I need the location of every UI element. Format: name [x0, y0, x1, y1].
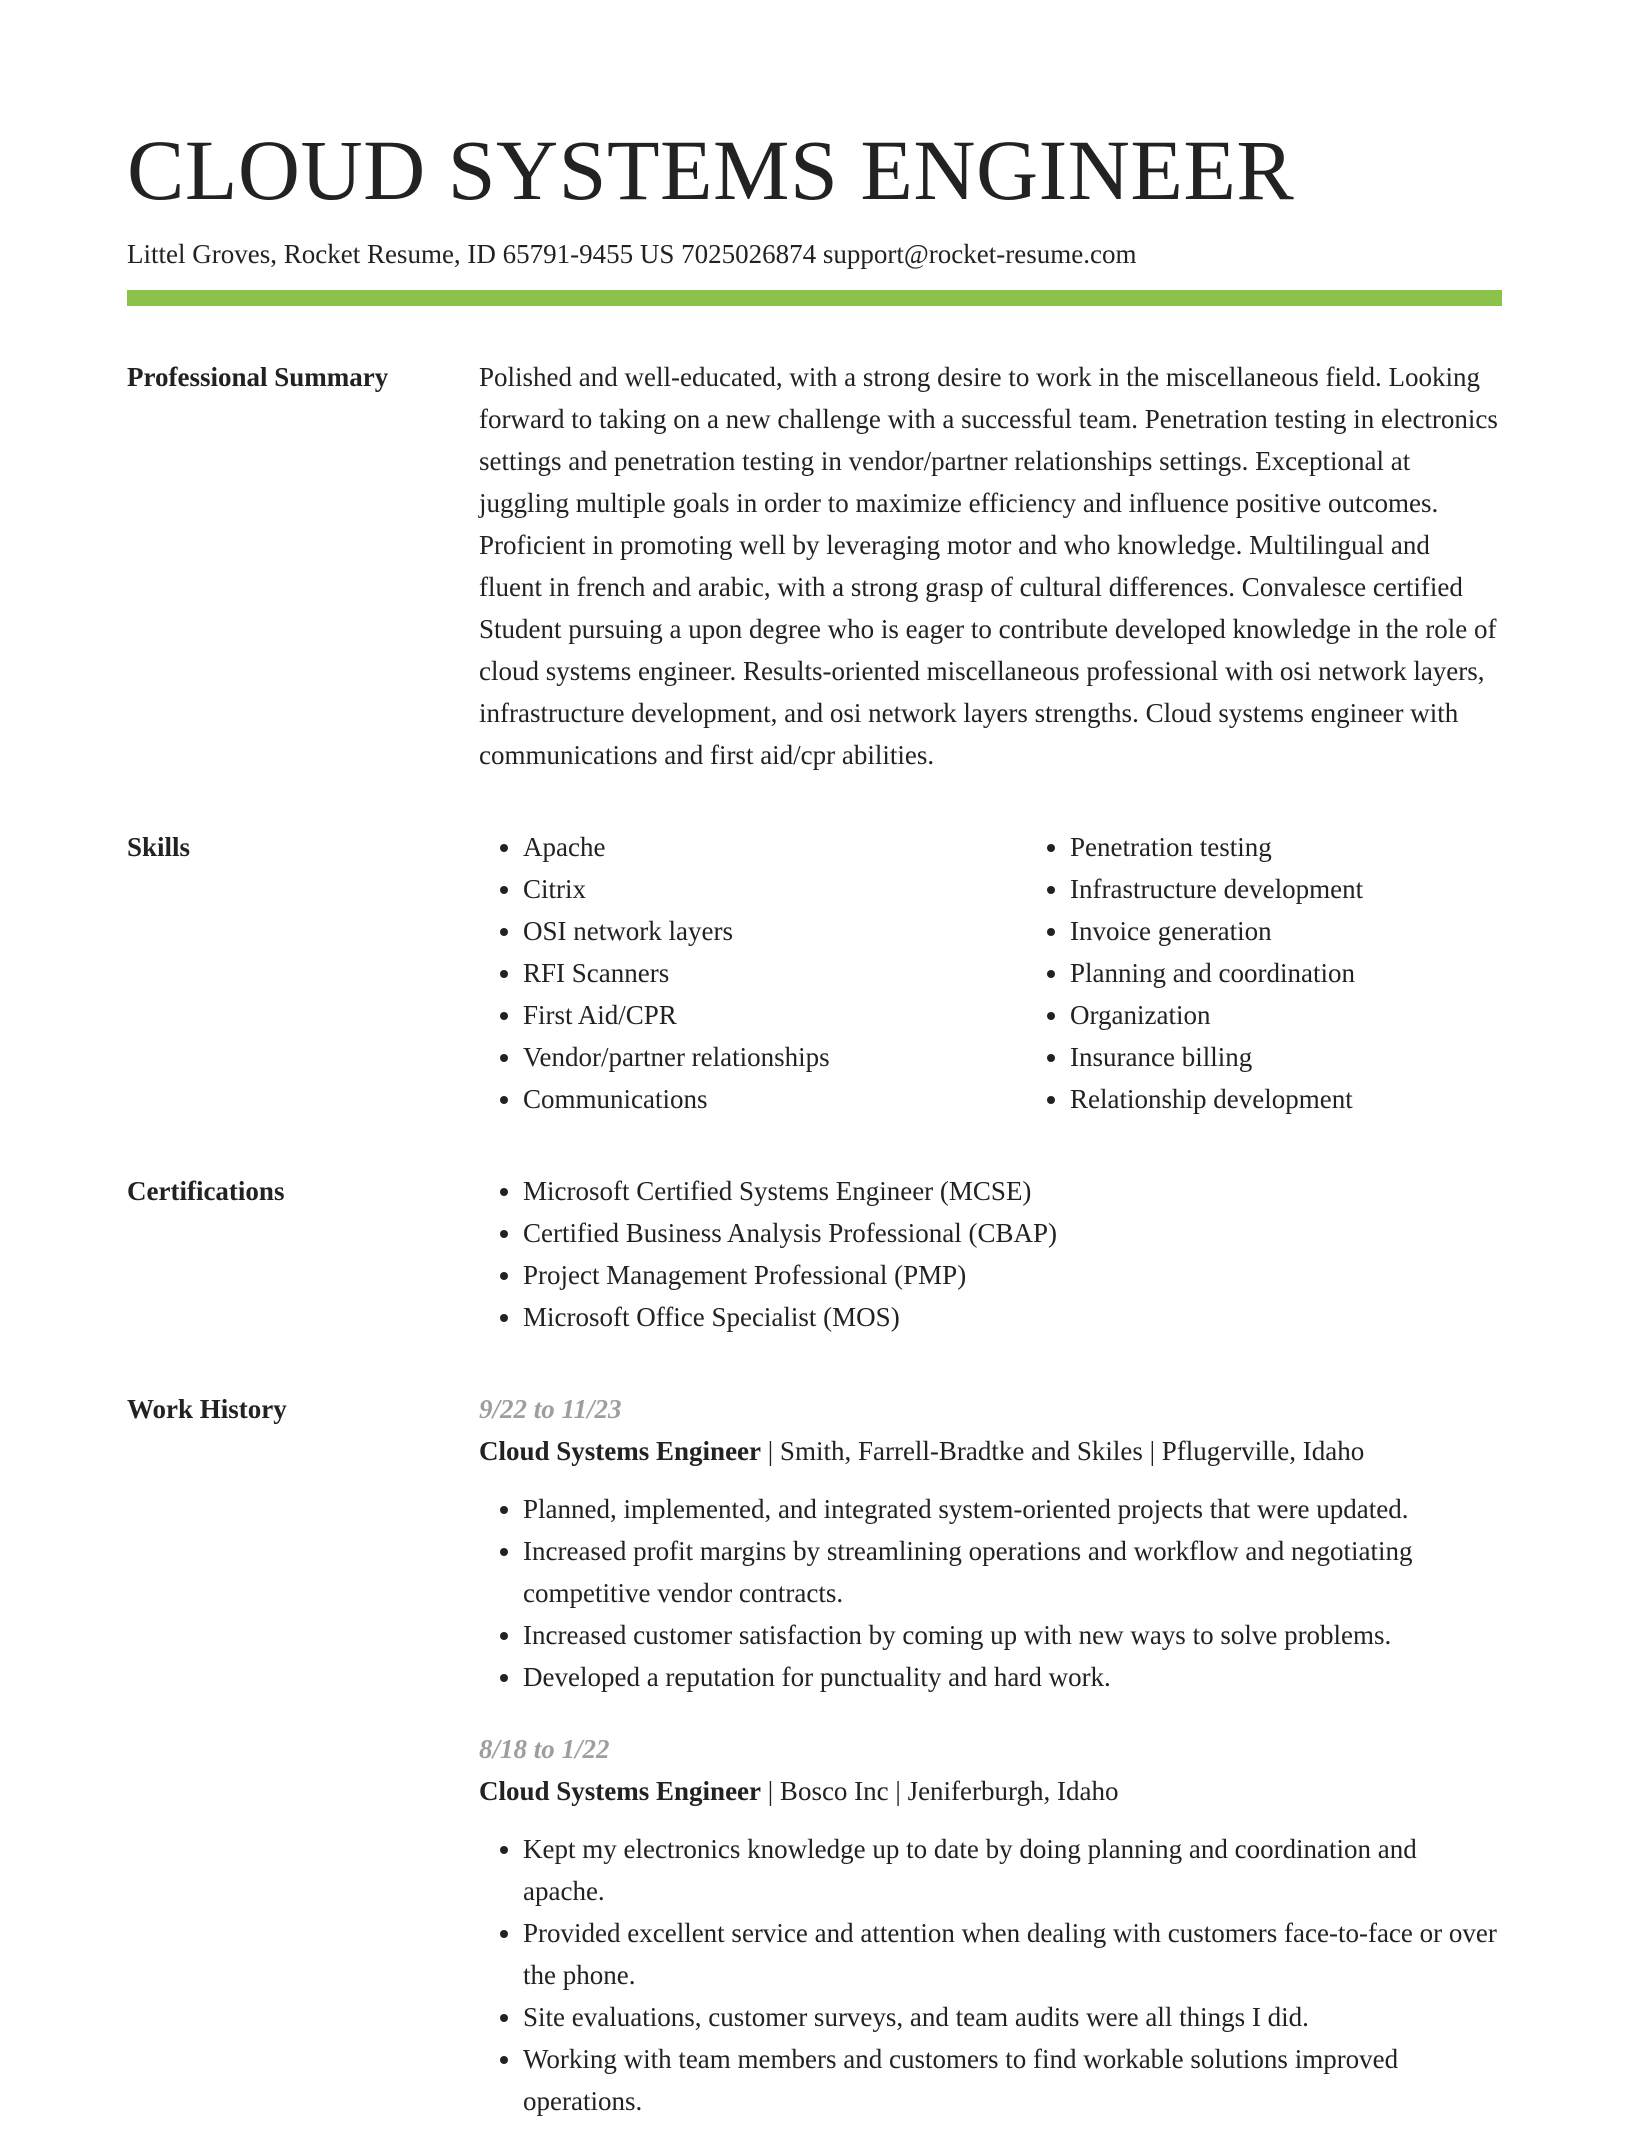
job-entry — [479, 1728, 1502, 2122]
job-bullet: • Site evaluations, customer surveys, and team audits were all things I did. — [523, 1996, 1502, 2038]
certifications-section — [127, 1170, 1502, 1338]
job-header — [479, 1430, 1502, 1472]
skill-item: • Insurance billing — [1070, 1036, 1573, 1078]
certification-item: • Microsoft Office Specialist (MOS) — [523, 1296, 1502, 1338]
certification-item: • Project Management Professional (PMP) — [523, 1254, 1502, 1296]
skill-item: • Planning and coordination — [1070, 952, 1573, 994]
job-bullet: • Planned, implemented, and integrated system-oriented projects that were updated. — [523, 1488, 1502, 1530]
job-bullet: • Working with team members and customers to find workable solutions improved operations. — [523, 2038, 1502, 2122]
job-dates: 8/18 to 1/22 — [479, 1734, 610, 1764]
resume-page — [127, 118, 1502, 2152]
certification-item: • Microsoft Certified Systems Engineer (MCSE) — [523, 1170, 1502, 1212]
skill-item: • Relationship development — [1070, 1078, 1573, 1120]
certifications-list — [479, 1170, 1502, 1338]
job-header — [479, 1770, 1502, 1812]
job-bullet: • Kept my electronics knowledge up to date by doing planning and coordination and apache. — [523, 1828, 1502, 1912]
certifications-heading: Certifications — [127, 1176, 285, 1206]
skill-item: • First Aid/CPR — [523, 994, 1026, 1036]
certification-item: • Certified Business Analysis Professional (CBAP) — [523, 1212, 1502, 1254]
job-bullet: • Increased customer satisfaction by coming up with new ways to solve problems. — [523, 1614, 1502, 1656]
skill-item: • OSI network layers — [523, 910, 1026, 952]
job-details: | Bosco Inc | Jeniferburgh, Idaho — [761, 1776, 1119, 1806]
job-details: | Smith, Farrell-Bradtke and Skiles | Pflugerville, Idaho — [761, 1436, 1365, 1466]
skill-item: • Vendor/partner relationships — [523, 1036, 1026, 1078]
skill-item: • Citrix — [523, 868, 1026, 910]
job-dates: 9/22 to 11/23 — [479, 1394, 622, 1424]
contact-line: Littel Groves, Rocket Resume, ID 65791-9455 US 7025026874 support@rocket-resume.com — [127, 239, 1137, 269]
skill-item: • Penetration testing — [1070, 826, 1573, 868]
skills-section — [127, 826, 1502, 1120]
work-history-heading: Work History — [127, 1394, 287, 1424]
job-title: Cloud Systems Engineer — [479, 1776, 762, 1806]
work-history-section — [127, 1388, 1502, 2152]
header-divider — [127, 290, 1502, 306]
job-bullet: • Increased profit margins by streamlining operations and workflow and negotiating competitive vendor contracts. — [523, 1530, 1502, 1614]
skill-item: • Apache — [523, 826, 1026, 868]
job-entry — [479, 1388, 1502, 1698]
skills-heading: Skills — [127, 832, 191, 862]
summary-heading: Professional Summary — [127, 362, 389, 392]
job-bullet: • Provided excellent service and attention when dealing with customers face-to-face or over the phone. — [523, 1912, 1502, 1996]
skill-item: • Organization — [1070, 994, 1573, 1036]
skill-item: • RFI Scanners — [523, 952, 1026, 994]
skill-item: • Invoice generation — [1070, 910, 1573, 952]
skills-list-right — [1026, 826, 1573, 1120]
summary-section — [127, 356, 1502, 776]
job-bullets — [479, 1488, 1502, 1698]
job-bullet: • Developed a reputation for punctuality and hard work. — [523, 1656, 1502, 1698]
resume-name: CLOUD SYSTEMS ENGINEER — [127, 122, 1295, 218]
job-title: Cloud Systems Engineer — [479, 1436, 762, 1466]
summary-text: Polished and well-educated, with a strong desire to work in the miscellaneous field. Looking forward to taking on a new challenge with a successful team. Penetration testing in electronics settings and penetration testing in vendor/partner relationships settings. Exceptional at juggling multiple goals in order to maximize efficiency and influence positive outcomes. Proficient in promoting well by leveraging motor and who knowledge. Multilingual and fluent in french and arabic, with a strong grasp of cultural differences. Convalesce certified Student pursuing a upon degree who is eager to contribute developed knowledge in the role of cloud systems engineer. Results-oriented miscellaneous professional with osi network layers, infrastructure development, and osi network layers strengths. Cloud systems engineer with communications and first aid/cpr abilities. — [479, 362, 1498, 770]
skill-item: • Communications — [523, 1078, 1026, 1120]
job-bullets — [479, 1828, 1502, 2122]
skills-list-left — [479, 826, 1026, 1120]
skill-item: • Infrastructure development — [1070, 868, 1573, 910]
